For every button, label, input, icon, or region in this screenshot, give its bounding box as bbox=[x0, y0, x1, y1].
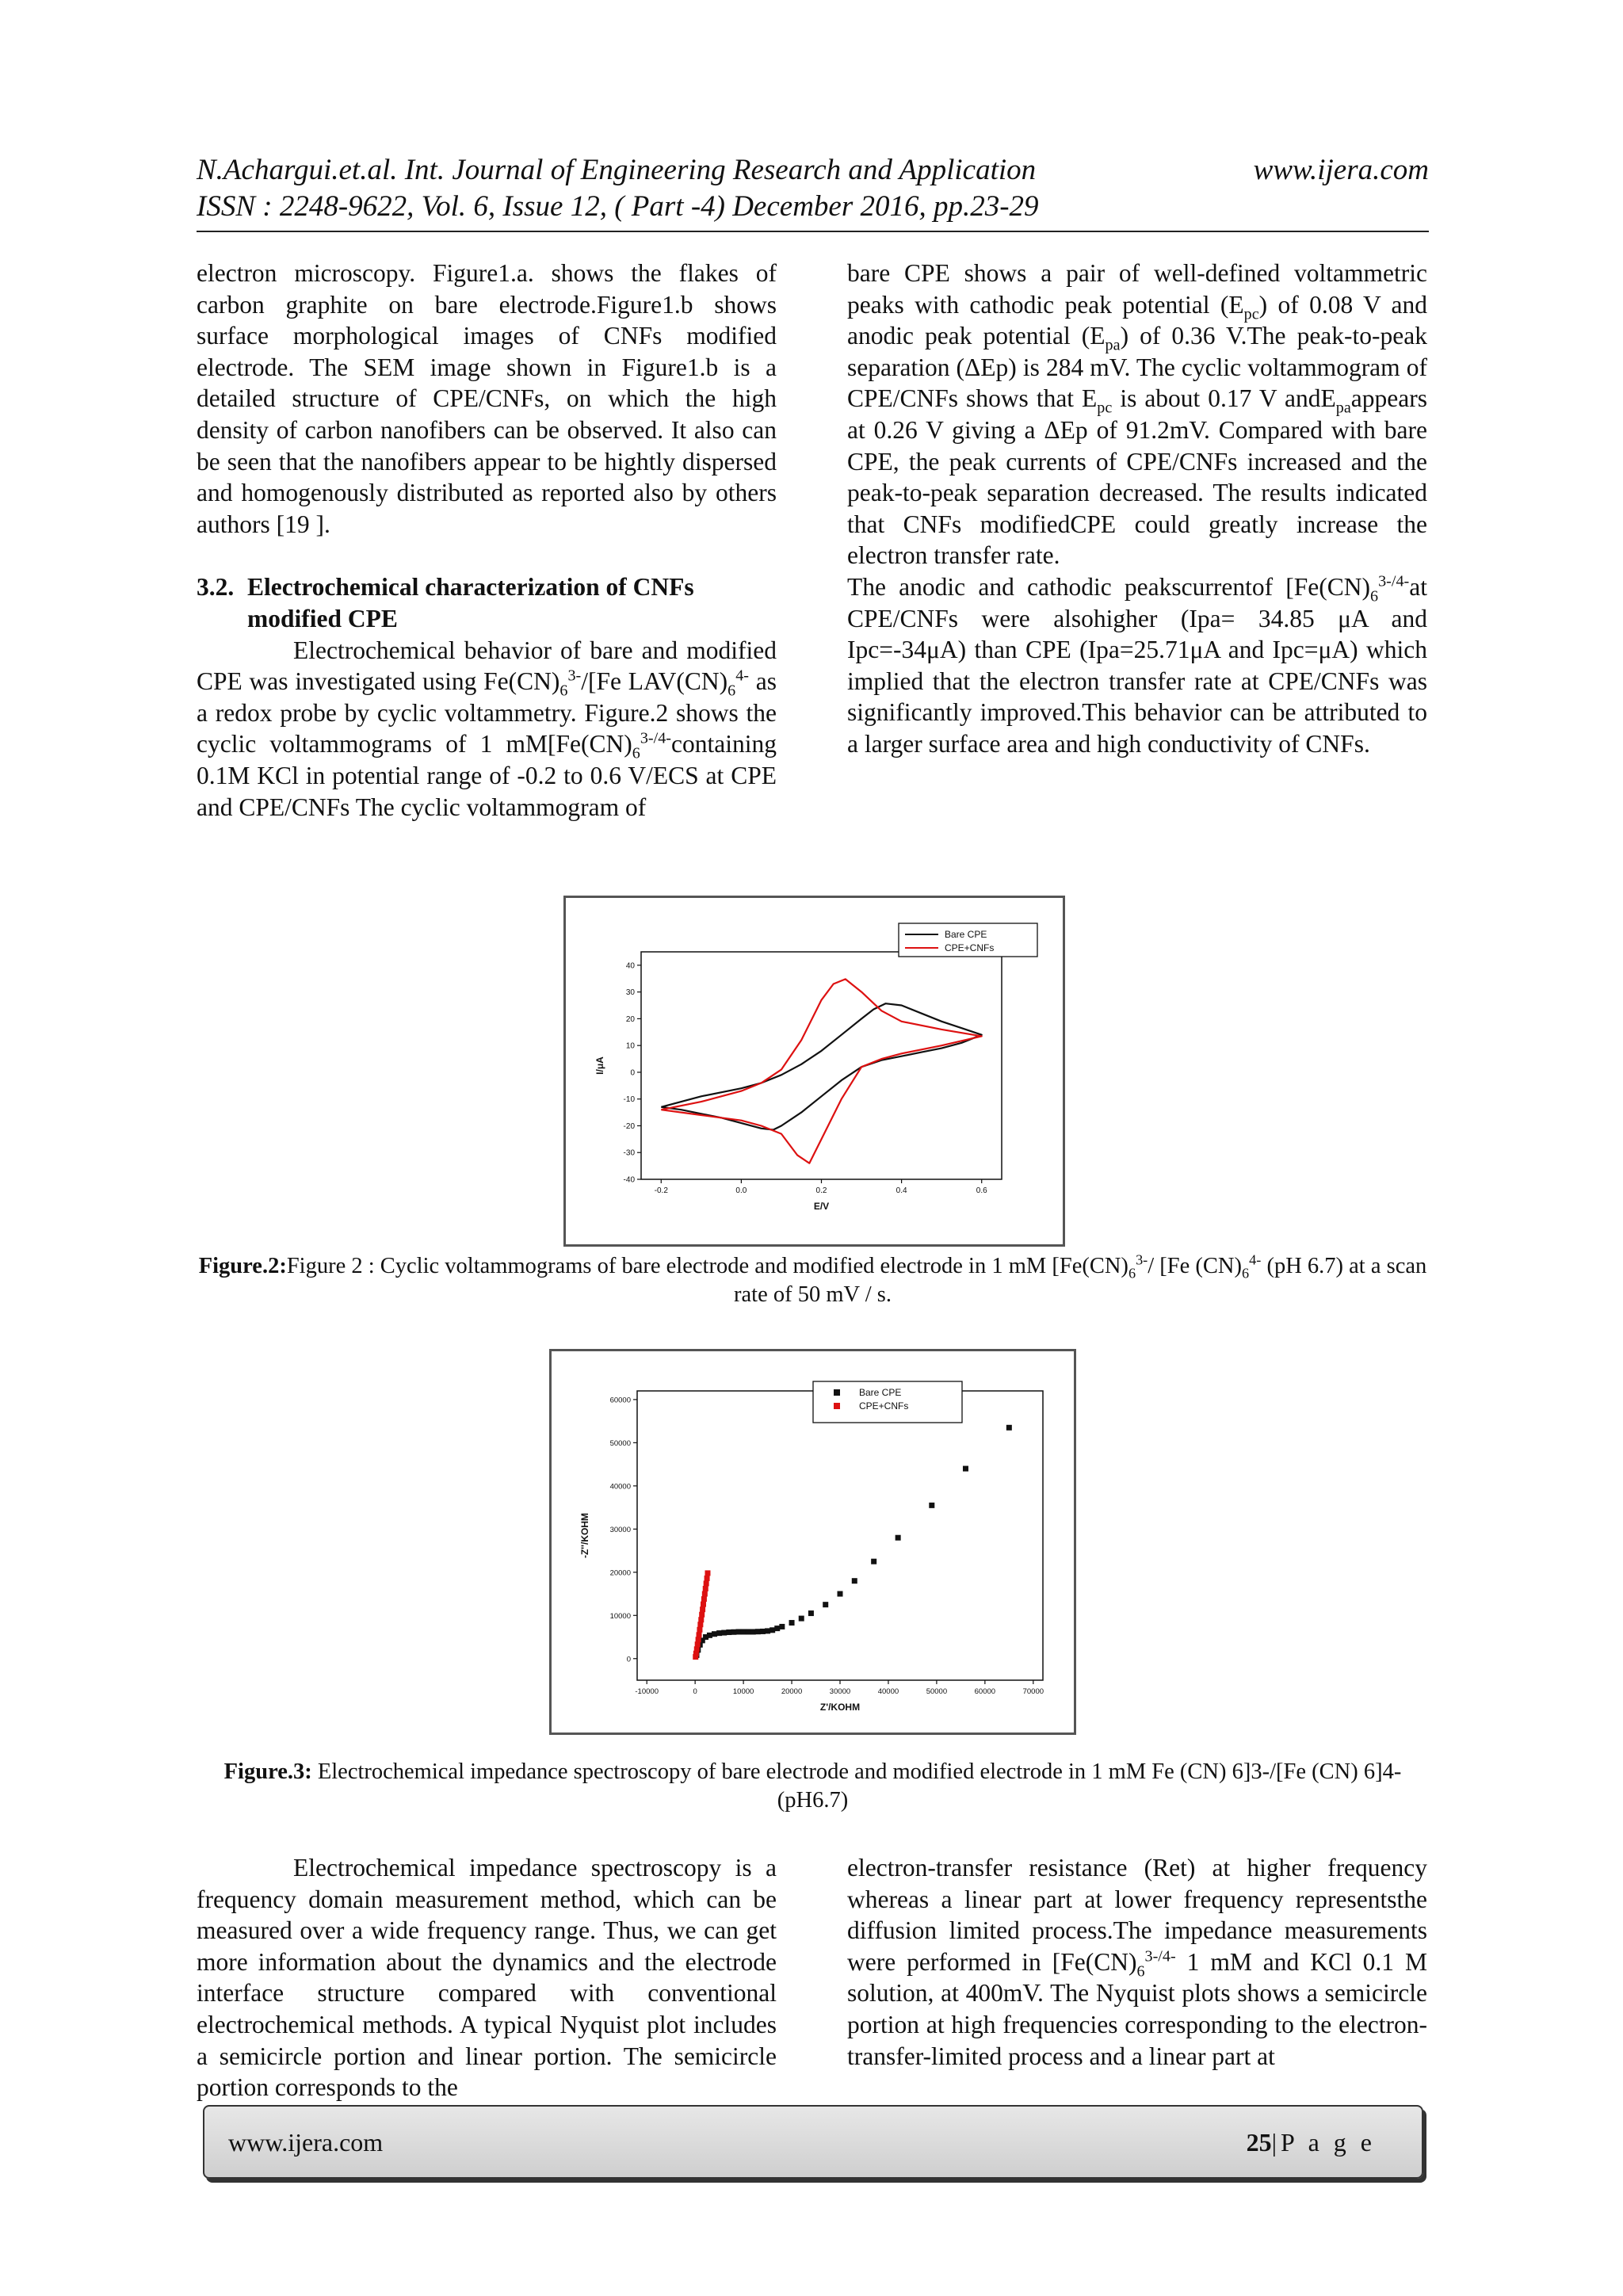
y-tick-label: 40000 bbox=[609, 1482, 631, 1492]
plot-frame bbox=[641, 952, 1002, 1179]
text-run: Electrochemical impedance spectroscopy of bare electrode and modified electrode in 1 mM Fe (CN) 6]3-/[Fe (CN) 6]4-(pH6.7) bbox=[311, 1759, 1402, 1813]
cyclic-voltammogram-chart bbox=[566, 898, 1063, 1244]
data-point-cpe-cnfs bbox=[704, 1580, 709, 1586]
page-label: |P a g e bbox=[1271, 2128, 1376, 2157]
x-axis-label: E/V bbox=[813, 1201, 830, 1212]
data-point-cpe-cnfs bbox=[703, 1586, 708, 1591]
header-journal-line: N.Achargui.et.al. Int. Journal of Engineering Research and Application bbox=[197, 154, 1037, 186]
superscript: 3-/4- bbox=[640, 729, 672, 747]
data-point-bare-cpe bbox=[721, 1630, 727, 1636]
y-tick-label: 60000 bbox=[609, 1396, 631, 1405]
data-point-bare-cpe bbox=[808, 1610, 814, 1616]
superscript: 3- bbox=[567, 667, 582, 685]
legend-label: Bare CPE bbox=[945, 929, 987, 940]
caption-label: Figure.3: bbox=[223, 1759, 312, 1784]
data-point-bare-cpe bbox=[760, 1629, 766, 1634]
superscript: 3- bbox=[1136, 1251, 1148, 1268]
text-run: /[Fe LAV(CN) bbox=[581, 667, 728, 696]
y-tick-label: 20 bbox=[625, 1014, 635, 1024]
x-tick-label: 0.6 bbox=[976, 1186, 987, 1195]
subscript: 6 bbox=[1242, 1265, 1250, 1282]
caption-label: Figure.2: bbox=[198, 1254, 287, 1278]
text-run: (pH 6.7) at a scan rate of 50 mV / s. bbox=[734, 1254, 1427, 1307]
paragraph-peak-currents bbox=[847, 571, 1427, 760]
superscript: 3-/4- bbox=[1378, 572, 1410, 590]
text-run: Figure 2 : Cyclic voltammograms of bare electrode and modified electrode in 1 mM [Fe(CN) bbox=[286, 1254, 1128, 1278]
page-footer bbox=[203, 2105, 1423, 2179]
data-point-bare-cpe bbox=[755, 1629, 761, 1634]
legend-label: CPE+CNFs bbox=[859, 1400, 909, 1412]
data-point-bare-cpe bbox=[769, 1627, 775, 1633]
data-point-cpe-cnfs bbox=[697, 1632, 702, 1637]
text-run: Electrochemical behavior of bare and modified CPE was investigated using Fe(CN) bbox=[197, 636, 777, 696]
subscript: 6 bbox=[632, 744, 640, 762]
data-point-cpe-cnfs bbox=[705, 1570, 710, 1576]
running-header bbox=[197, 152, 1429, 225]
series-line-cpe-cnfs bbox=[661, 979, 981, 1163]
x-tick-label: 70000 bbox=[1022, 1687, 1044, 1696]
subscript: pa bbox=[1105, 336, 1121, 354]
data-point-cpe-cnfs bbox=[701, 1596, 707, 1602]
data-point-cpe-cnfs bbox=[699, 1612, 705, 1618]
data-point-bare-cpe bbox=[765, 1628, 770, 1633]
data-point-cpe-cnfs bbox=[697, 1622, 703, 1627]
data-point-cpe-cnfs bbox=[697, 1627, 702, 1633]
data-point-bare-cpe bbox=[707, 1633, 712, 1638]
y-tick-label: 10000 bbox=[609, 1611, 631, 1621]
figure-2-caption bbox=[197, 1252, 1429, 1309]
data-point-bare-cpe bbox=[963, 1466, 968, 1472]
text-run: is about 0.17 V andE bbox=[1112, 384, 1336, 413]
paragraph-sem: electron microscopy. Figure1.a. shows the flakes of carbon graphite on bare electrode.Figure1.b shows surface morphological images of CNFs modified electrode. The SEM image shown in Figure1.b is a detailed structure of CPE/CNFs, on which the high density of carbon nanofibers can be observed. It also can be seen that the nanofibers appear to be hightly dispersed and homogenously distributed as reported also by others authors [19 ]. bbox=[197, 259, 777, 538]
data-point-bare-cpe bbox=[779, 1624, 785, 1629]
data-point-bare-cpe bbox=[712, 1631, 717, 1637]
text-run: / [Fe (CN) bbox=[1148, 1254, 1242, 1278]
data-point-cpe-cnfs bbox=[694, 1646, 700, 1652]
superscript: 3-/4- bbox=[1144, 1947, 1176, 1966]
text-run: appears at 0.26 V giving a ΔEp of 91.2mV. Compared with bare CPE, the peak currents of CPE/CNFs increased and the peak-to-peak separation decreased. The results indicated that CNFs modifiedCPE could greatly increase the electron transfer rate. bbox=[847, 384, 1427, 570]
section-title-line2: modified CPE bbox=[247, 604, 398, 632]
subscript: 6 bbox=[727, 682, 736, 700]
bottom-left-column bbox=[197, 1852, 777, 2103]
y-axis-label: I/μA bbox=[594, 1056, 605, 1075]
subscript: 6 bbox=[1128, 1265, 1136, 1282]
data-point-bare-cpe bbox=[871, 1559, 876, 1564]
data-point-bare-cpe bbox=[746, 1629, 751, 1634]
x-tick-label: 0 bbox=[693, 1687, 697, 1696]
subscript: pc bbox=[1097, 399, 1113, 417]
text-run: bare CPE shows a pair of well-defined voltammetric peaks with cathodic peak potential (E bbox=[847, 259, 1427, 319]
text-run: ) of 0.36 V.The peak-to-peak separation (ΔEp) is 284 mV. The cyclic voltammogram of CPE/CNFs shows that E bbox=[847, 322, 1427, 413]
data-point-cpe-cnfs bbox=[705, 1576, 710, 1581]
figure-2-frame bbox=[563, 896, 1065, 1247]
y-tick-label: 10 bbox=[625, 1041, 635, 1051]
superscript: 4- bbox=[1249, 1251, 1262, 1268]
text-run: ) of 0.08 V and anodic peak potential (E bbox=[847, 290, 1427, 350]
x-tick-label: -10000 bbox=[635, 1687, 659, 1696]
data-point-bare-cpe bbox=[731, 1629, 736, 1635]
data-point-bare-cpe bbox=[736, 1629, 742, 1634]
y-tick-label: 20000 bbox=[609, 1568, 631, 1578]
legend-label: Bare CPE bbox=[859, 1387, 902, 1398]
left-column bbox=[197, 258, 777, 823]
legend-swatch bbox=[834, 1389, 840, 1396]
y-axis-label: -Z''/KOHM bbox=[579, 1512, 590, 1559]
data-point-bare-cpe bbox=[852, 1578, 857, 1584]
text-run: at CPE/CNFs were alsohigher (Ipa= 34.85 μA and Ipc=-34μA) than CPE (Ipa=25.71μA and Ipc=μA) which implied that the electron transfer rate at CPE/CNFs was significantly improved.This behavior can be attributed to a larger surface area and high conductivity of CNFs. bbox=[847, 572, 1427, 758]
text-run: The anodic and cathodic peakscurrentof [Fe(CN) bbox=[847, 572, 1370, 601]
nyquist-plot-chart bbox=[552, 1351, 1074, 1733]
x-tick-label: 60000 bbox=[974, 1687, 996, 1696]
data-point-bare-cpe bbox=[726, 1629, 731, 1635]
data-point-cpe-cnfs bbox=[701, 1602, 706, 1607]
y-tick-label: 0 bbox=[626, 1655, 631, 1664]
page-number bbox=[1247, 2128, 1376, 2157]
text-run: as a redox probe by cyclic voltammetry. Figure.2 shows the cyclic voltammograms of 1 mM[Fe(CN) bbox=[197, 667, 777, 758]
x-tick-label: 20000 bbox=[781, 1687, 803, 1696]
y-tick-label: -30 bbox=[623, 1148, 635, 1158]
paragraph-cv-results bbox=[847, 258, 1427, 571]
y-tick-label: 0 bbox=[630, 1068, 635, 1078]
subscript: pa bbox=[1335, 399, 1351, 417]
data-point-bare-cpe bbox=[799, 1616, 804, 1622]
x-tick-label: 0.0 bbox=[735, 1186, 747, 1195]
figure-3-caption bbox=[197, 1758, 1429, 1815]
text-run: containing 0.1M KCl in potential range of -0.2 to 0.6 V/ECS at CPE and CPE/CNFs The cyclic voltammogram of bbox=[197, 730, 777, 821]
paragraph-eis-results bbox=[847, 1852, 1427, 2072]
x-axis-label: Z'/KOHM bbox=[819, 1702, 861, 1713]
legend-label: CPE+CNFs bbox=[945, 942, 995, 953]
data-point-cpe-cnfs bbox=[695, 1641, 701, 1647]
y-tick-label: -20 bbox=[623, 1121, 635, 1131]
data-point-bare-cpe bbox=[929, 1503, 934, 1508]
data-point-bare-cpe bbox=[896, 1535, 901, 1541]
y-tick-label: 30 bbox=[625, 988, 635, 998]
data-point-bare-cpe bbox=[774, 1626, 780, 1631]
figure-3-frame bbox=[549, 1349, 1076, 1735]
y-tick-label: 30000 bbox=[609, 1525, 631, 1534]
section-number: 3.2. bbox=[197, 573, 235, 602]
y-tick-label: 50000 bbox=[609, 1438, 631, 1448]
data-point-cpe-cnfs bbox=[696, 1637, 701, 1642]
x-tick-label: 0.2 bbox=[815, 1186, 827, 1195]
text-run: 1 mM and KCl 0.1 M solution, at 400mV. The Nyquist plots shows a semicircle portion at high frequencies corresponding to the electron-transfer-limited process and a linear part at bbox=[847, 1947, 1427, 2070]
data-point-bare-cpe bbox=[750, 1629, 756, 1634]
data-point-bare-cpe bbox=[838, 1591, 843, 1597]
superscript: 4- bbox=[735, 667, 750, 685]
x-tick-label: 50000 bbox=[926, 1687, 948, 1696]
x-tick-label: -0.2 bbox=[654, 1186, 668, 1195]
data-point-bare-cpe bbox=[1006, 1425, 1012, 1431]
data-point-cpe-cnfs bbox=[700, 1606, 705, 1612]
section-title-line1: Electrochemical characterization of CNFs bbox=[247, 573, 694, 602]
text-run: electron-transfer resistance (Ret) at higher frequency whereas a linear part at lower frequency representsthe diffusion limited process.The impedance measurements were performed in [Fe(CN) bbox=[847, 1854, 1427, 1976]
data-point-bare-cpe bbox=[716, 1630, 722, 1636]
header-site-link[interactable]: www.ijera.com bbox=[1253, 154, 1429, 186]
y-tick-label: -10 bbox=[623, 1095, 635, 1105]
subscript: 6 bbox=[1136, 1962, 1145, 1981]
footer-site-link[interactable]: www.ijera.com bbox=[228, 2128, 384, 2157]
header-divider bbox=[197, 231, 1429, 232]
series-line-bare-cpe bbox=[661, 1003, 981, 1129]
y-tick-label: 40 bbox=[625, 961, 635, 971]
data-point-cpe-cnfs bbox=[702, 1591, 708, 1597]
paragraph-eis-intro: Electrochemical impedance spectroscopy is a frequency domain measurement method, which can be measured over a wide frequency range. Thus, we can get more information about the dynamics and the electrode interface structure compared with conventional electrochemical methods. A typical Nyquist plot includes a semicircle portion and linear portion. The semicircle portion corresponds to the bbox=[197, 1854, 777, 2102]
bottom-right-column bbox=[847, 1852, 1427, 2072]
paragraph-electrochem bbox=[197, 635, 777, 823]
data-point-bare-cpe bbox=[789, 1620, 795, 1626]
x-tick-label: 30000 bbox=[829, 1687, 851, 1696]
data-point-bare-cpe bbox=[741, 1629, 747, 1634]
subscript: pc bbox=[1243, 304, 1259, 323]
subscript: 6 bbox=[1370, 587, 1379, 606]
header-issn-line: ISSN : 2248-9622, Vol. 6, Issue 12, ( Part -4) December 2016, pp.23-29 bbox=[197, 190, 1039, 223]
legend-swatch bbox=[834, 1403, 840, 1409]
page-number-value: 25 bbox=[1246, 2128, 1272, 2157]
x-tick-label: 10000 bbox=[732, 1687, 754, 1696]
right-column bbox=[847, 258, 1427, 760]
y-tick-label: -40 bbox=[623, 1175, 635, 1185]
subscript: 6 bbox=[559, 682, 568, 700]
data-point-bare-cpe bbox=[823, 1602, 828, 1607]
x-tick-label: 40000 bbox=[877, 1687, 899, 1696]
section-heading bbox=[197, 571, 777, 603]
data-point-cpe-cnfs bbox=[698, 1617, 704, 1622]
x-tick-label: 0.4 bbox=[896, 1186, 907, 1195]
